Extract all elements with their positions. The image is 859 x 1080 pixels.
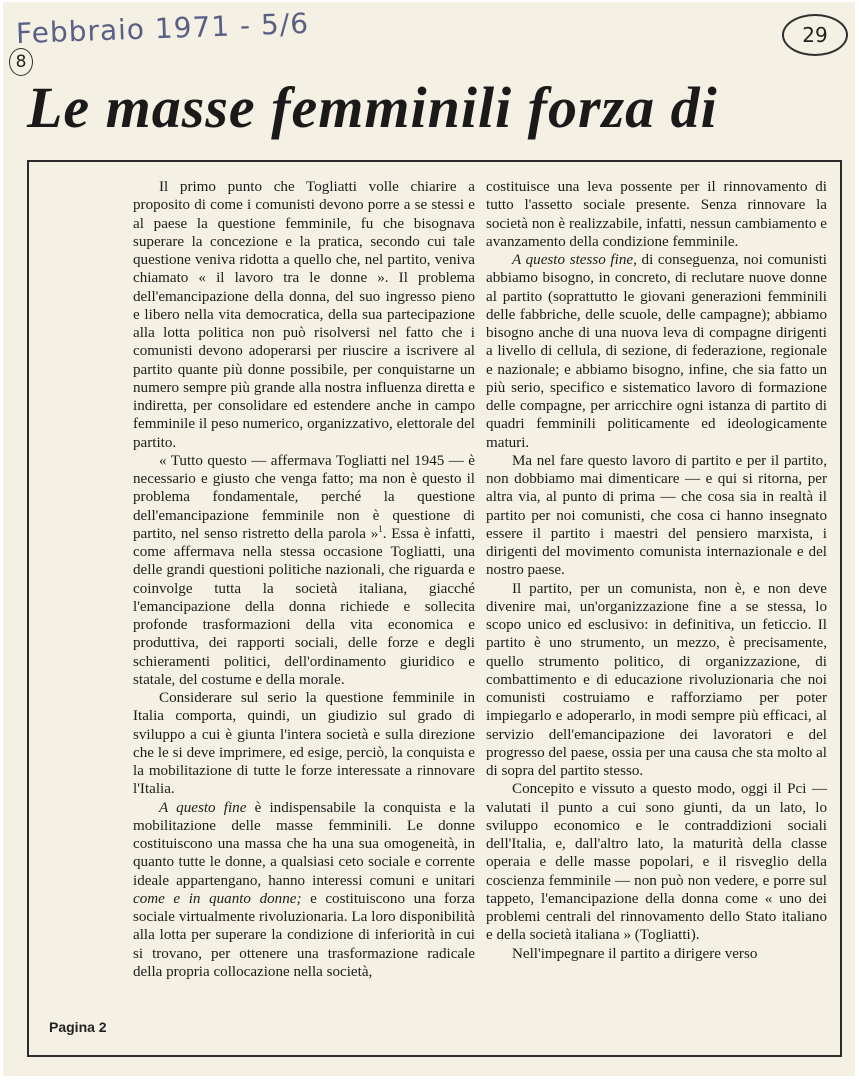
- paragraph: Concepito e vissuto a questo modo, oggi il Pci — valutati il punto a cui sono giunti, da un lato, lo sviluppo economico e le contraddizioni sociali dell'Italia, e, dall'altro lato, la maturità della classe operaia e delle masse popolari, e il risveglio della coscienza femminile — non può non vedere, e porre sul tappeto, l'emancipazione della donna come « uno dei problemi centrali del rinnovamento dello Stato italiano e della società italiana » (Togliatti).: [486, 781, 827, 944]
- paragraph: A questo fine è indispensabile la conquista e la mobilitazione delle masse femminili. Le donne costituiscono una massa che ha una sua omogeneità, in quanto tutte le donne, a qualsiasi ceto sociale e corrente ideale appartengano, hanno interessi comuni e unitari come e in quanto donne; e costituiscono una forza sociale virtualmente rivoluzionaria. La loro disponibilità alla lotta per superare la condizione di inferiorità in cui si trovano, per ottenere una trasformazione radicale della propria collocazione nella società,: [133, 799, 475, 980]
- page-footer-label: Pagina 2: [49, 1019, 107, 1035]
- article-title: Le masse femminili forza di: [27, 75, 718, 140]
- paragraph: A questo stesso fine, di conseguenza, noi comunisti abbiamo bisogno, in concreto, di reclutare nuove donne al partito (soprattutto le giovani generazioni femminili delle fabbriche, delle scuole, delle campagne); abbiamo bisogno anche di una nuova leva di compagne dirigenti a livello di cellula, di sezione, di federazione, regionale e nazionale; e abbiamo bisogno, infine, che sia fatto un più serio, specifico e sistematico lavoro di formazione delle compagne, per arricchire ogni istanza di partito di quadri femminili politicamente ed ideologicamente maturi.: [486, 252, 827, 451]
- right-column: [486, 178, 827, 963]
- handwritten-circled-number: 8: [9, 48, 33, 76]
- paragraph: « Tutto questo — affermava Togliatti nel 1945 — è necessario e giusto che venga fatto; ma non è questo il problema fondamentale, perché la questione dell'emancipazione femminile non è questione di partito, nel senso ristretto della parola »$^1$. Essa è infatti, come affermava nella stessa occasione Togliatti, una delle grandi questioni politiche nazionali, che riguarda e coinvolge tutta la società italiana, giacché l'emancipazione della donna richiede e sollecita profonde trasformazioni della vita economica e produttiva, dei rapporti sociali, delle forze e degli schieramenti politici, dell'ordinamento giuridico e statale, del costume e della morale.: [133, 452, 475, 688]
- paragraph: Considerare sul serio la questione femminile in Italia comporta, quindi, un giudizio sul grado di sviluppo a cui è giunta l'intera società e sulla direzione che le si deve imprimere, ed esige, perciò, la conquista e la mobilitazione di tutte le forze interessate a rinnovare l'Italia.: [133, 690, 475, 798]
- paragraph: Il primo punto che Togliatti volle chiarire a proposito di come i comunisti devono porre a se stessi e al paese la questione femminile, fu che bisognava superare la concezione e la pratica, secondo cui tale questione veniva ridotta a quello che, nel partito, veniva chiamato « il lavoro tra le donne ». Il problema dell'emancipazione della donna, del suo ingresso pieno e libero nella vita democratica, della sua partecipazione alla lotta politica non può risolversi nel fatto che i comunisti devono adoperarsi per riuscire a iscrivere al partito quante più donne possibile, per conquistarne un numero sempre più grande alla nostra influenza diretta e indiretta, per consolidare ed estendere anche in campo femminile il peso numerico, organizzativo, elettorale del partito.: [133, 179, 475, 451]
- left-column: [133, 178, 475, 981]
- paragraph: Il partito, per un comunista, non è, e non deve divenire mai, un'organizzazione fine a se stessa, lo scopo unico ed esclusivo: in definitiva, un feticcio. Il partito è uno strumento, un mezzo, è precisamente, quello strumento politico, di organizzazione, di combattimento e di educazione rivoluzionaria che noi comunisti costruiamo e rafforziamo per poter impiegarlo e adoperarlo, in modi sempre più efficaci, al servizio dell'emancipazione dei lavoratori e del progresso del paese, ossia per una causa che sta molto al di sopra del partito stesso.: [486, 580, 827, 779]
- paragraph: costituisce una leva possente per il rinnovamento di tutto l'assetto sociale presente. Senza rinnovare la società non è realizzabile, infatti, nessun cambiamento e avanzamento della condizione femminile.: [486, 179, 827, 250]
- circled-page-badge: 29: [782, 14, 848, 56]
- footnote-marker: 1: [378, 523, 383, 534]
- handwritten-date-note: Febbraio 1971 - 5/6: [15, 6, 310, 51]
- paragraph: Nell'impegnare il partito a dirigere verso: [512, 945, 758, 962]
- paragraph: Ma nel fare questo lavoro di partito e per il partito, non dobbiamo mai dimenticare — e qui si ritorna, per altra via, al punto di prima — che cosa sia in realtà il partito per noi comunisti, che cosa ci hanno insegnato essere il partito i maestri del pensiero marxista, i dirigenti del movimento comunista internazionale e del nostro paese.: [486, 452, 827, 579]
